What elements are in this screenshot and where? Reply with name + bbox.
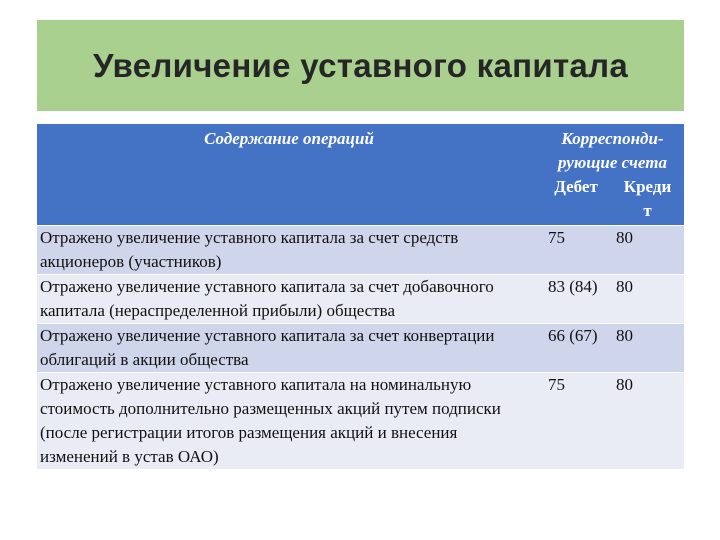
accounts-header-line2: рующие счета <box>558 153 667 172</box>
header-row <box>37 124 684 175</box>
operations-table <box>37 124 684 469</box>
credit-value: 80 <box>611 373 684 470</box>
accounts-header <box>541 124 684 175</box>
accounts-header-line1: Корреспонди- <box>561 129 664 148</box>
credit-value: 80 <box>611 275 684 324</box>
debit-value: 75 <box>541 226 611 275</box>
debit-value: 83 (84) <box>541 275 611 324</box>
operations-header: Содержание операций <box>37 124 541 226</box>
credit-value: 80 <box>611 226 684 275</box>
debit-value: 66 (67) <box>541 324 611 373</box>
credit-header <box>611 175 684 226</box>
credit-header-line2: т <box>643 201 652 220</box>
credit-value: 80 <box>611 324 684 373</box>
debit-value: 75 <box>541 373 611 470</box>
operation-text: Отражено увеличение уставного капитала за счет конвертации облигаций в акции общества <box>37 324 541 373</box>
debit-header: Дебет <box>541 175 611 226</box>
title-banner <box>37 20 684 111</box>
table-row <box>37 324 684 373</box>
page-title: Увеличение уставного капитала <box>92 46 628 84</box>
operation-text: Отражено увеличение уставного капитала на номинальную стоимость дополнительно размещенных акций путем подписки (после регистрации итогов размещения акций и внесения изменений в устав ОАО) <box>37 373 541 470</box>
table-row <box>37 226 684 275</box>
operation-text: Отражено увеличение уставного капитала за счет средств акционеров (участников) <box>37 226 541 275</box>
credit-header-line1: Креди <box>623 177 672 196</box>
table-row <box>37 275 684 324</box>
operation-text: Отражено увеличение уставного капитала за счет добавочного капитала (нераспределенной прибыли) общества <box>37 275 541 324</box>
table-row <box>37 373 684 470</box>
